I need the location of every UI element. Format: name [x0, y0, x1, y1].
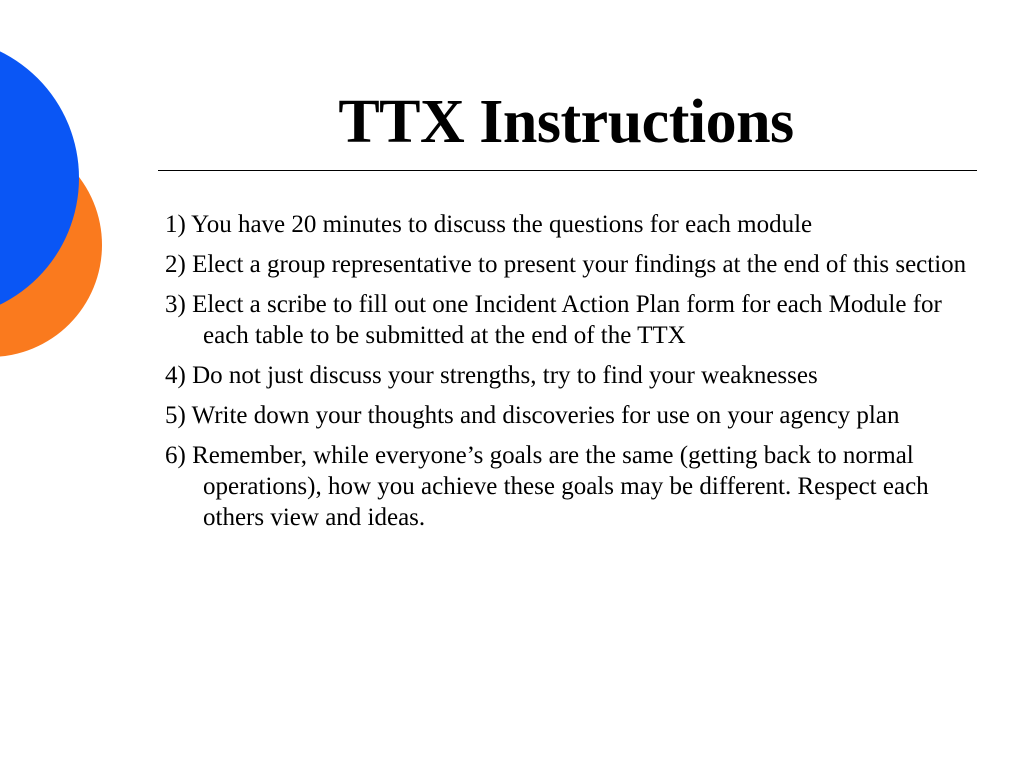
instruction-item-2: 2) Elect a group representative to present your findings at the end of this section — [165, 251, 967, 278]
instruction-item-3: 3) Elect a scribe to fill out one Incident Action Plan form for each Module for each table to be submitted at the end of the TTX — [165, 291, 942, 349]
instruction-item-4: 4) Do not just discuss your strengths, try to find your weaknesses — [165, 362, 818, 389]
instruction-item-5: 5) Write down your thoughts and discoveries for use on your agency plan — [165, 402, 900, 429]
instruction-list — [165, 209, 985, 542]
instruction-item-1: 1) You have 20 minutes to discuss the questions for each module — [165, 211, 813, 238]
decorative-circles — [0, 0, 120, 420]
slide-title: TTX Instructions — [338, 88, 794, 156]
instruction-item-6: 6) Remember, while everyone’s goals are the same (getting back to normal operations), how you achieve these goals may be different. Respect each others view and ideas. — [165, 442, 929, 531]
title-divider — [158, 170, 977, 171]
